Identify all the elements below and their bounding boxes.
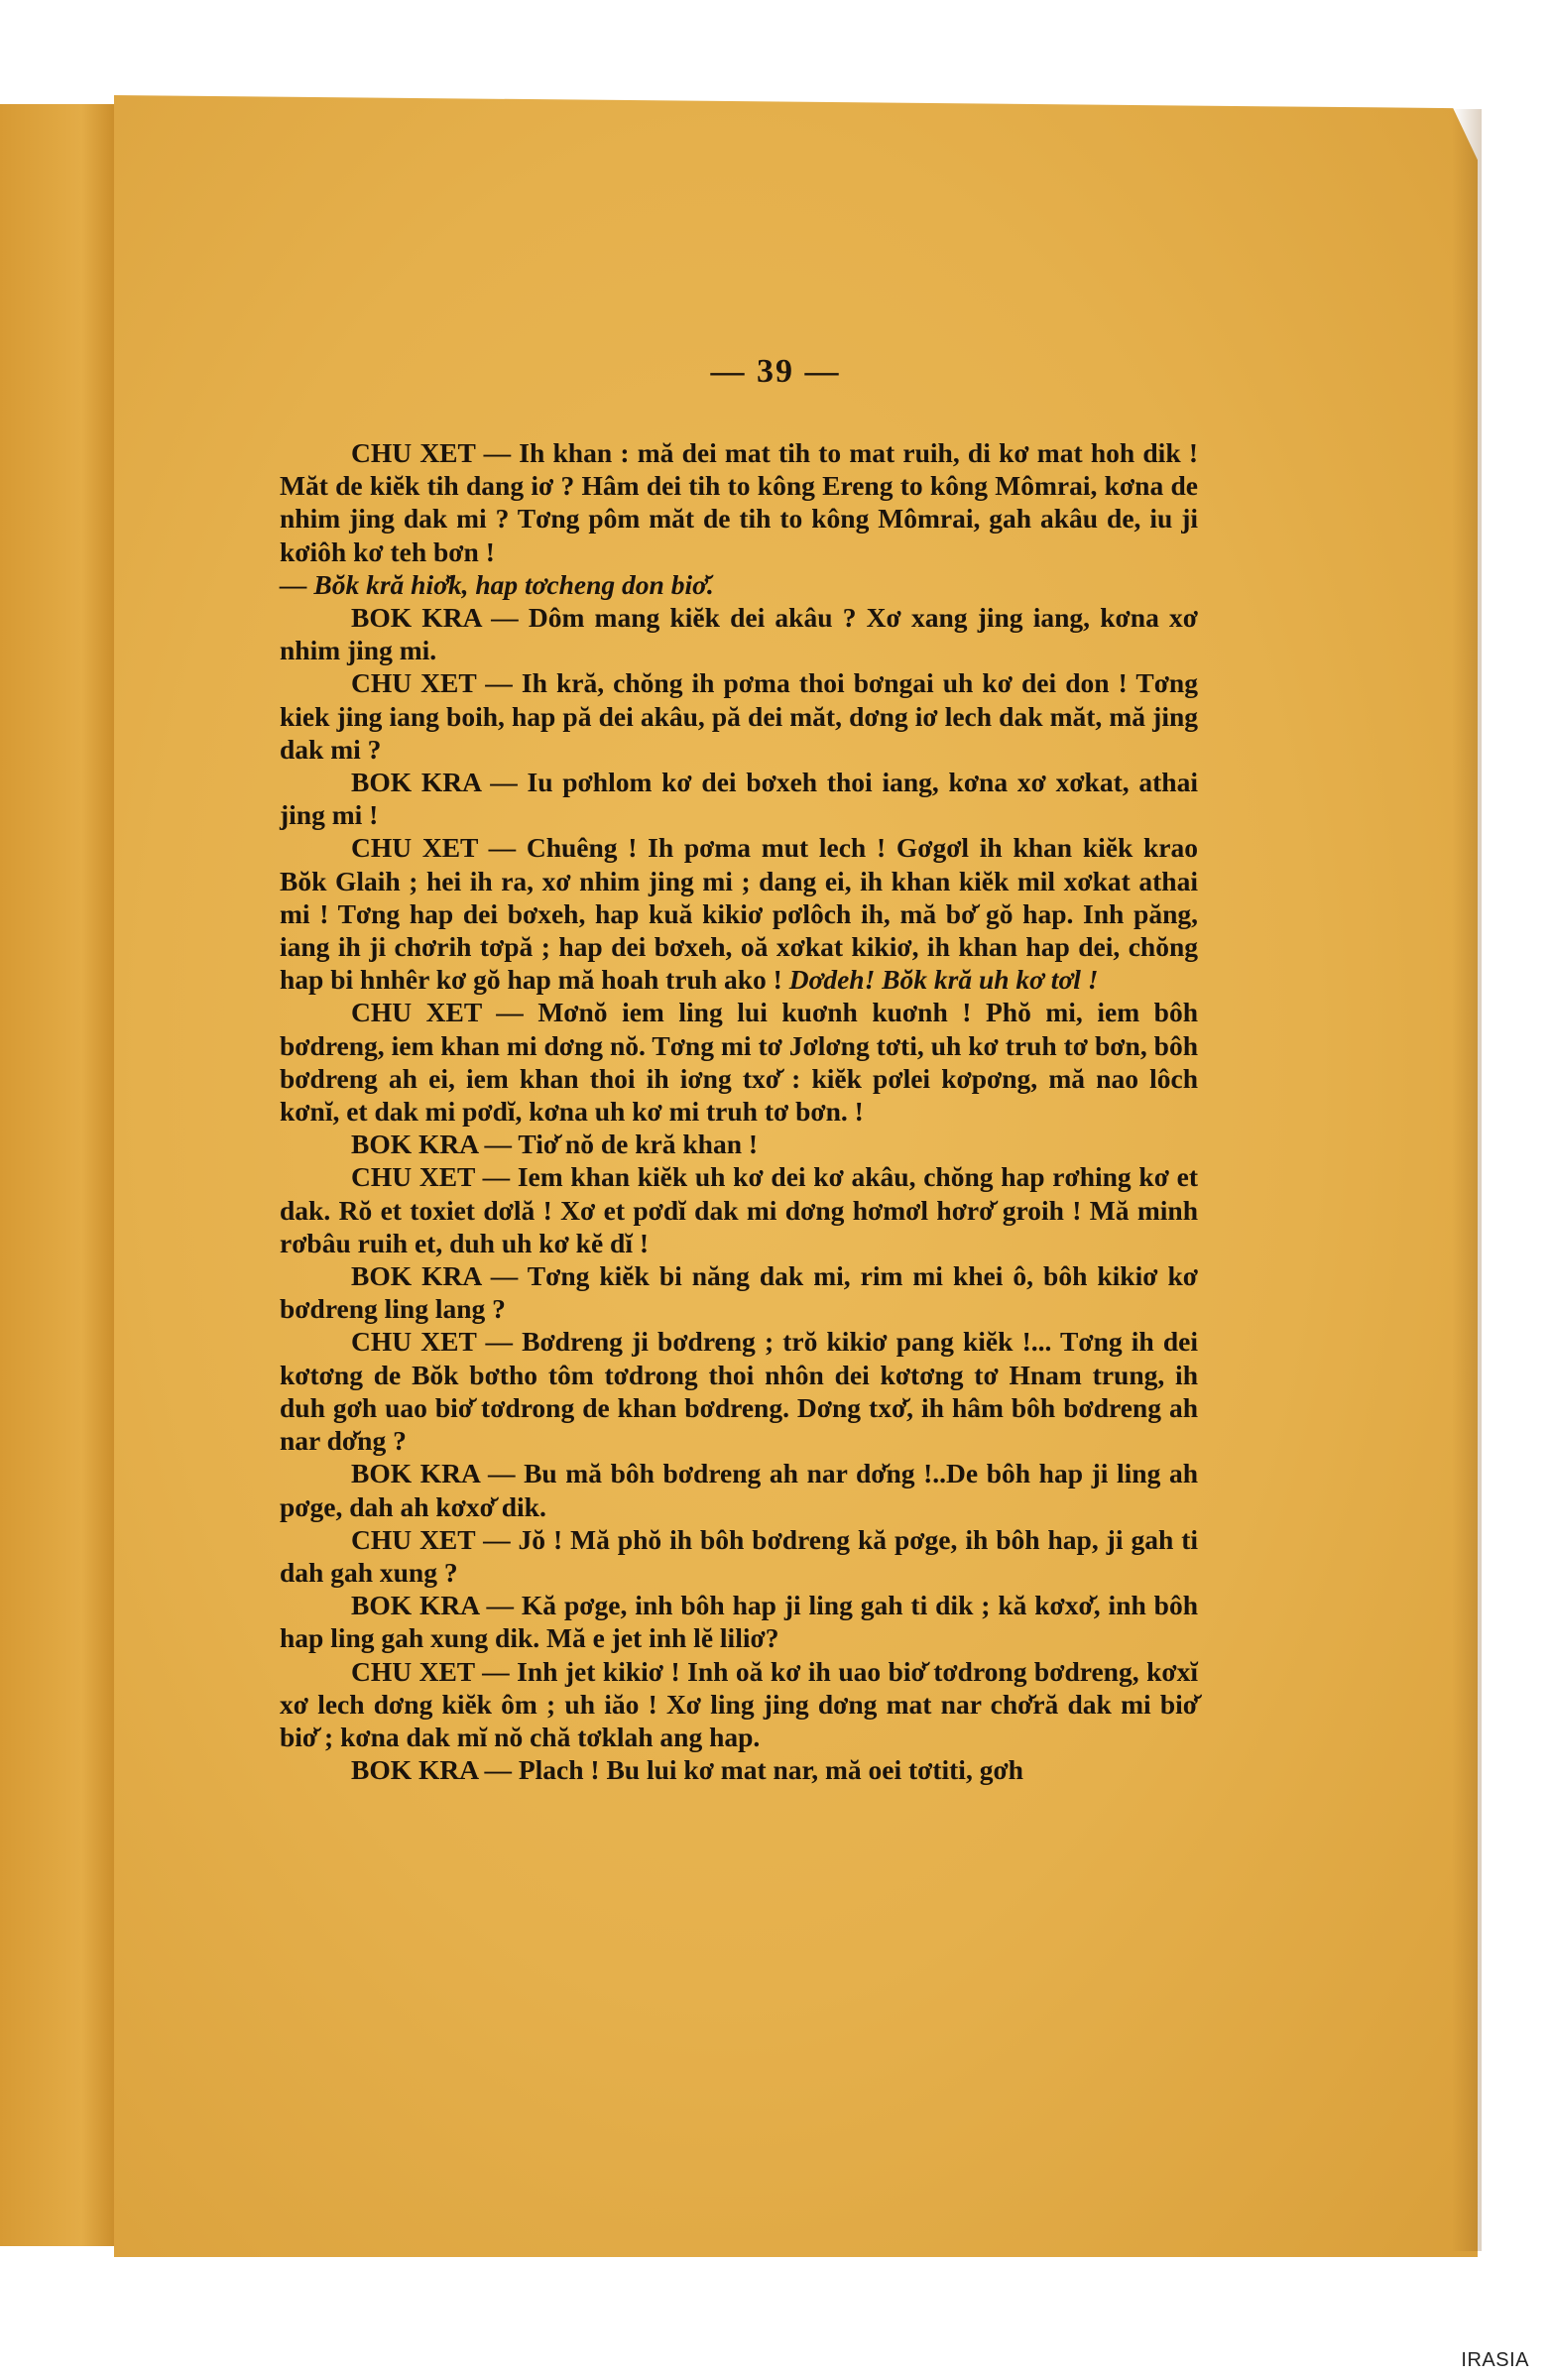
speaker-label: CHU XET — [351,667,522,699]
paragraph-text: Ih kră, chŏng ih pơma thoi bơngai uh kơ dei don ! Tơng kiek jing iang boih, hap pă dei akâu, pă dei măt, dơng iơ lech dak măt, mă jing dak mi ? [280,667,1198,765]
speaker-label: BOK KRA — [351,1129,519,1160]
paragraph [280,831,1198,996]
paragraph [280,1523,1198,1589]
speaker-label: BOK KRA — [351,1590,522,1621]
paragraph-text: Dôm mang kiĕk dei akâu ? Xơ xang jing iang, kơna xơ nhim jing mi. [280,602,1198,666]
paragraph-text: Tiơ̆ nŏ de kră khan ! [518,1129,759,1160]
facing-page-edge [0,104,117,2246]
stage-direction: Dơdeh! Bŏk kră uh kơ tơl ! [788,964,1099,996]
paragraph-text: Plach ! Bu lui kơ mat nar, mă oei tơtiti, gơh [518,1754,1023,1786]
paragraph [280,436,1198,601]
speaker-label: CHU XET — [351,1655,518,1687]
paragraph-text: Chuêng ! Ih pơma mut lech ! Gơgơl ih khan kiĕk krao Bŏk Glaih ; hei ih ra, xơ nhim jing mi ; dang ei, ih khan kiĕk mil xơkat athai mi ! Tơng hap dei bơxeh, hap kuă kikiơ pơlôch ih, mă bơ̆ gŏ hap. Inh păng, iang ih ji chơrih tơpă ; hap dei bơxeh, oă xơkat kikiơ, ih khan hap dei, chŏng hap bi hnhêr kơ gŏ hap mă hoah truh ako ! [280,832,1198,996]
paragraph-text: Kă pơge, inh bôh hap ji ling gah ti dik ; kă kơxơ̆, inh bôh hap ling gah xung dik. Mă e jet inh lĕ liliơ? [280,1590,1199,1654]
speaker-label: CHU XET — [351,1523,519,1555]
paragraph [280,996,1198,1128]
paragraph-text: Iem khan kiĕk uh kơ dei kơ akâu, chŏng hap rơhing kơ et dak. Rŏ et toxiet dơlă ! Xơ et pơdĭ dak mi dơng hơmơl hơrơ̆ groih ! Mă minh rơbâu ruih et, duh uh kơ kĕ dĭ ! [280,1161,1198,1258]
speaker-label: CHU XET — [351,1326,523,1358]
paragraph-text: Jŏ ! Mă phŏ ih bôh bơdreng kă pơge, ih bôh hap, ji gah ti dah gah xung ? [280,1523,1198,1588]
paragraph [280,1160,1198,1259]
paragraph [280,766,1198,831]
paragraph [280,1128,1198,1160]
speaker-label: CHU XET — [351,437,520,468]
paragraph [280,1457,1198,1522]
paragraph [280,1655,1198,1754]
paragraph [280,666,1198,766]
speaker-label: BOK KRA — [351,1260,528,1292]
paragraph-text: Tơng kiĕk bi năng dak mi, rim mi khei ô, bôh kikiơ kơ bơdreng ling lang ? [280,1260,1198,1325]
paragraph-text: Ih khan : mă dei mat tih to mat ruih, di kơ mat hoh dik ! Măt de kiĕk tih dang iơ ? Hâm dei tih to kông Ereng to kông Mômrai, kơna de nhim jing dak mi ? Tơng pôm măt de tih to kông Mômrai, gah akâu de, iu ji kơiôh kơ teh bơn ! [280,437,1198,567]
page-number: — 39 — [710,353,841,390]
dialogue-text [280,436,1198,1786]
speaker-label: BOK KRA — [351,602,529,634]
stage-direction: — Bŏk kră hiơ̆k, hap tơcheng don biơ̆. [280,568,714,600]
speaker-label: CHU XET — [351,997,538,1028]
paragraph-text: Inh jet kikiơ ! Inh oă kơ ih uao biơ̆ tơdrong bơdreng, kơxĭ xơ lech dơng kiĕk ôm ; uh iăo ! Xơ ling jing dơng mat nar chơ̆ră dak mi biơ̆ biơ̆ ; kơna dak mĭ nŏ chă tơklah ang hap. [280,1655,1198,1752]
speaker-label: CHU XET — [351,832,527,864]
speaker-label: BOK KRA — [351,1458,525,1489]
paragraph [280,1325,1198,1457]
paragraph-text: Mơnŏ iem ling lui kuơnh kuơnh ! Phŏ mi, iem bôh bơdreng, iem khan mi dơng nŏ. Tơng mi tơ Jơlơng tơti, uh kơ truh tơ bơn, bôh bơdreng ah ei, iem khan thoi ih iơng txơ̆ : kiĕk pơlei kơpơng, mă nao lôch kơnĭ, et dak mi pơdĭ, kơna uh kơ mi truh tơ bơn. ! [280,997,1198,1128]
paragraph-text: Bu mă bôh bơdreng ah nar dơ̆ng !..De bôh hap ji ling ah pơge, dah ah kơxơ̆ dik. [280,1458,1198,1522]
speaker-label: BOK KRA — [351,767,528,798]
speaker-label: CHU XET — [351,1161,518,1193]
paragraph [280,1753,1198,1786]
paragraph-text: Bơdreng ji bơdreng ; trŏ kikiơ pang kiĕk !... Tơng ih dei kơtơng de Bŏk bơtho tôm tơdrong thoi nhôn dei kơtơng tơ Hnam trung, ih duh gơh uao biơ̆ tơdrong de khan bơdreng. Dơng txơ̆, ih hâm bôh bơdreng ah nar dơ̆ng ? [280,1326,1198,1457]
paragraph-text: Iu pơhlom kơ dei bơxeh thoi iang, kơna xơ xơkat, athai jing mi ! [280,767,1198,831]
paragraph [280,1589,1198,1654]
paragraph [280,601,1198,666]
paragraph [280,1259,1198,1325]
archive-watermark: IRASIA [1461,2349,1529,2371]
speaker-label: BOK KRA — [351,1754,519,1786]
